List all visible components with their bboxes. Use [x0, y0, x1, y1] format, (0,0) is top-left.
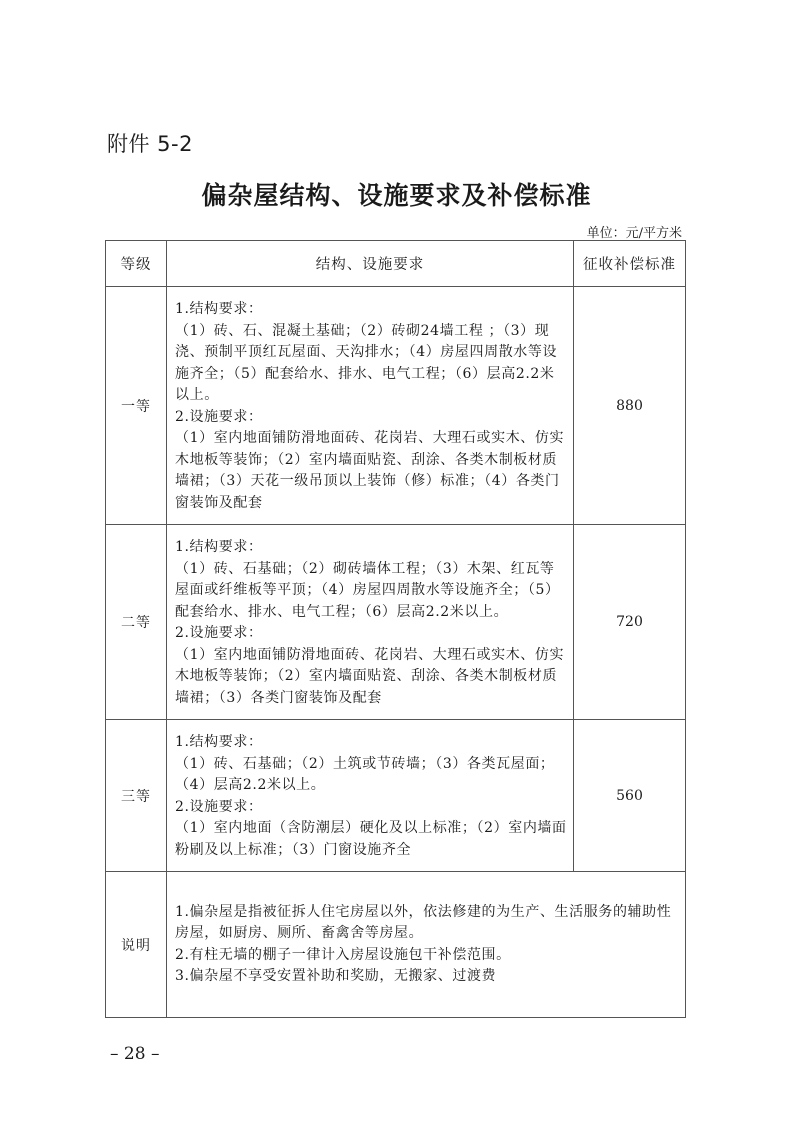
standard-cell: 880: [574, 287, 686, 525]
note-item: 2.有柱无墙的棚子一律计入房屋设施包干补偿范围。: [175, 946, 511, 963]
structure-heading: 1.结构要求：: [175, 734, 263, 750]
notes-cell: [167, 872, 686, 1018]
unit-label: 单位：元/平方米: [586, 226, 682, 241]
structure-heading: 1.结构要求：: [175, 539, 263, 555]
facility-text: （1）室内地面（含防潮层）硬化及以上标准；（2）室内墙面粉刷及以上标准；（3）门窗设施齐全: [175, 820, 567, 858]
requirements-cell: [167, 525, 574, 720]
header-standard: 征收补偿标准: [574, 241, 686, 287]
structure-heading: 1.结构要求：: [175, 301, 263, 317]
header-requirements: 结构、设施要求: [167, 241, 574, 287]
facility-heading: 2.设施要求：: [175, 798, 263, 815]
facility-text: （1）室内地面铺防滑地面砖、花岗岩、大理石或实木、仿实木地板等装饰；（2）室内墙面贴瓷、刮涂、各类木制板材质墙裙；（3）各类门窗装饰及配套: [175, 646, 565, 706]
notes-row: [106, 872, 686, 1018]
page-number: – 28 –: [110, 1044, 160, 1064]
note-item: 3.偏杂屋不享受安置补助和奖励，无搬家、过渡费: [175, 968, 497, 984]
facility-text: （1）室内地面铺防滑地面砖、花岗岩、大理石或实木、仿实木地板等装饰；（2）室内墙面贴瓷、刮涂、各类木制板材质墙裙；（3）天花一级吊顶以上装饰（修）标准；（4）各类门窗装饰及配套: [175, 430, 565, 511]
note-item: 1.偏杂屋是指被征拆人住宅房屋以外，依法修建的为生产、生活服务的辅助性房屋，如厨房、厕所、畜禽舍等房屋。: [175, 903, 672, 941]
grade-cell: 三等: [106, 720, 167, 872]
structure-text: （1）砖、石基础；（2）砌砖墙体工程；（3）木架、红瓦等屋面或纤维板等平顶；（4）房屋四周散水等设施齐全；（5）配套给水、排水、电气工程；（6）层高2.2米以上。: [175, 560, 560, 620]
structure-text: （1）砖、石、混凝土基础；（2）砖砌24墙工程 ；（3）现浇、预制平顶红瓦屋面、天沟排水；（4）房屋四周散水等设施齐全；（5）配套给水、排水、电气工程；（6）层高2.2米以上。: [175, 322, 558, 403]
requirements-cell: [167, 720, 574, 872]
table-row: [106, 525, 686, 720]
grade-cell: 二等: [106, 525, 167, 720]
requirements-cell: [167, 287, 574, 525]
structure-text: （1）砖、石基础；（2）土筑或节砖墙；（3）各类瓦屋面；（4）层高2.2米以上。: [175, 755, 555, 793]
notes-label: 说明: [106, 872, 167, 1018]
standard-cell: 560: [574, 720, 686, 872]
table-row: [106, 720, 686, 872]
document-title: 偏杂屋结构、设施要求及补偿标准: [201, 181, 592, 210]
standard-cell: 720: [574, 525, 686, 720]
compensation-table: [105, 240, 686, 1018]
attachment-label: 附件 5-2: [107, 132, 193, 156]
header-grade: 等级: [106, 241, 167, 287]
table-row: [106, 287, 686, 525]
table-header-row: [106, 241, 686, 287]
grade-cell: 一等: [106, 287, 167, 525]
facility-heading: 2.设施要求：: [175, 625, 263, 641]
facility-heading: 2.设施要求：: [175, 408, 263, 425]
